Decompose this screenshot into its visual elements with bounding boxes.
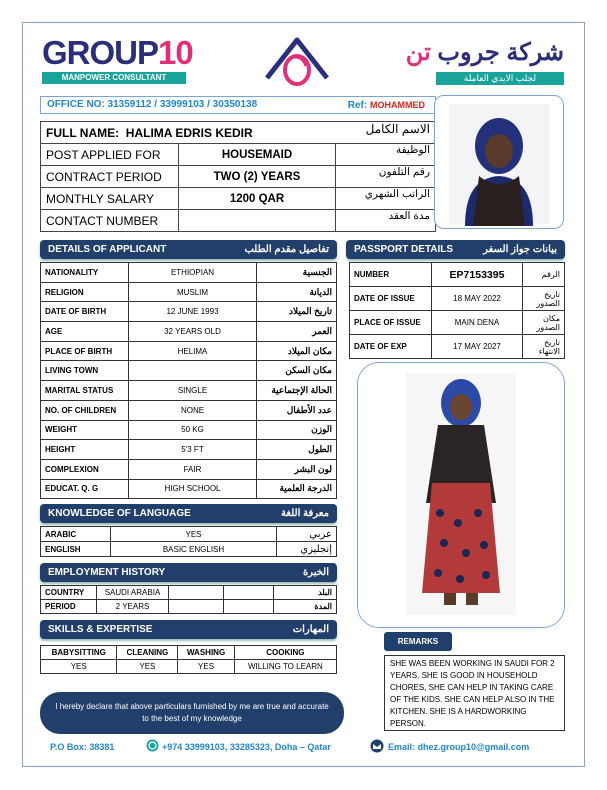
group10-logo: GROUP10 MANPOWER CONSULTANT [42, 34, 193, 82]
email-icon [370, 739, 384, 755]
table-row: MARITAL STATUS SINGLE الحالة الإجتماعية [41, 381, 337, 401]
portrait-photo [434, 95, 564, 229]
table-row: YES YES YES WILLING TO LEARN [41, 660, 337, 674]
table-row: EDUCAT. Q. G HIGH SCHOOL الدرجة العلمية [41, 479, 337, 499]
table-row: ARABIC YES عربي [41, 527, 337, 542]
table-row: BABYSITTING CLEANING WASHING COOKING [41, 646, 337, 660]
office-numbers: OFFICE NO: 31359112 / 33999103 / 30350138 [47, 99, 258, 110]
whatsapp-icon [146, 739, 159, 754]
table-row: NO. OF CHILDREN NONE عدد الأطفال [41, 400, 337, 420]
table-row: RELIGION MUSLIM الديانة [41, 282, 337, 302]
logo-subtitle: MANPOWER CONSULTANT [42, 72, 186, 84]
info-row: CONTACT NUMBER مدة العقد [41, 210, 436, 232]
table-row: COUNTRY SAUDI ARABIA البلد [41, 586, 337, 600]
table-row: NUMBER EP7153395 الرقم [350, 263, 565, 287]
table-row: LIVING TOWN مكان السكن [41, 361, 337, 381]
table-row: AGE 32 YEARS OLD العمر [41, 322, 337, 342]
info-row: MONTHLY SALARY 1200 QAR الراتب الشهري [41, 188, 436, 210]
employment-table [40, 585, 337, 614]
details-table [40, 262, 337, 499]
main-info-table [40, 121, 436, 232]
email-address: Email: dhez.group10@gmail.com [388, 742, 530, 752]
table-row: WEIGHT 50 KG الوزن [41, 420, 337, 440]
arabic-logo-subtitle: لجلب الايدي العاملة [436, 72, 564, 85]
company-emblem-icon [262, 34, 332, 88]
remarks-header: REMARKS [384, 632, 452, 651]
table-row: COMPLEXION FAIR لون البشر [41, 459, 337, 479]
table-row: DATE OF EXP 17 MAY 2027 تاريخ الانتهاء [350, 335, 565, 359]
phone-numbers: +974 33999103, 33285323, Doha – Qatar [162, 742, 331, 752]
skills-table [40, 645, 337, 674]
passport-header: PASSPORT DETAILS بيانات جواز السفر [346, 240, 565, 259]
table-row: DATE OF ISSUE 18 MAY 2022 تاريخ الصدور [350, 287, 565, 311]
table-row: HEIGHT 5'3 FT الطول [41, 440, 337, 460]
reference: Ref: MOHAMMED [347, 100, 425, 111]
details-header: DETAILS OF APPLICANT تفاصيل مقدم الطلب [40, 240, 337, 259]
table-row: DATE OF BIRTH 12 JUNE 1993 تاريخ الميلاد [41, 302, 337, 322]
reference-value: MOHAMMED [370, 100, 425, 110]
fullname-label: FULL NAME: [46, 125, 120, 140]
skills-header: SKILLS & EXPERTISE المهارات [40, 620, 337, 639]
arabic-logo: شركة جروب تن لجلب الايدي العاملة [405, 39, 564, 83]
table-row: ENGLISH BASIC ENGLISH إنجليزي [41, 542, 337, 557]
declaration: I hereby declare that above particulars furnished by me are true and accurate to the best of my knowledge [40, 692, 344, 734]
language-table [40, 526, 337, 557]
full-body-photo [357, 362, 565, 628]
table-row: PLACE OF BIRTH HELIMA مكان الميلاد [41, 341, 337, 361]
info-row: POST APPLIED FOR HOUSEMAID الوظيفة [41, 144, 436, 166]
table-row: PLACE OF ISSUE MAIN DENA مكان الصدور [350, 311, 565, 335]
table-row: NATIONALITY ETHIOPIAN الجنسية [41, 263, 337, 283]
fullname-ar: الاسم الكامل [336, 122, 436, 144]
passport-table [349, 262, 565, 359]
fullname-row [41, 122, 436, 144]
remarks-text: SHE WAS BEEN WORKING IN SAUDI FOR 2 YEARS. SHE IS GOOD IN HOUSEHOLD CHORES, SHE CAN HELP IN TAKING CARE OF THE KIDS. SHE CAN HELP ALSO IN THE KITCHEN. SHE IS A HARDWORKING PERSON. [384, 655, 565, 731]
office-numbers-bar [40, 96, 436, 114]
fullname-value: HALIMA EDRIS KEDIR [125, 125, 253, 140]
employment-header: EMPLOYMENT HISTORY الخبرة [40, 563, 337, 582]
table-row: PERIOD 2 YEARS المدة [41, 600, 337, 614]
po-box: P.O Box: 38381 [50, 742, 115, 752]
info-row: CONTRACT PERIOD TWO (2) YEARS رقم التلفون [41, 166, 436, 188]
language-header: KNOWLEDGE OF LANGUAGE معرفة اللغة [40, 504, 337, 523]
